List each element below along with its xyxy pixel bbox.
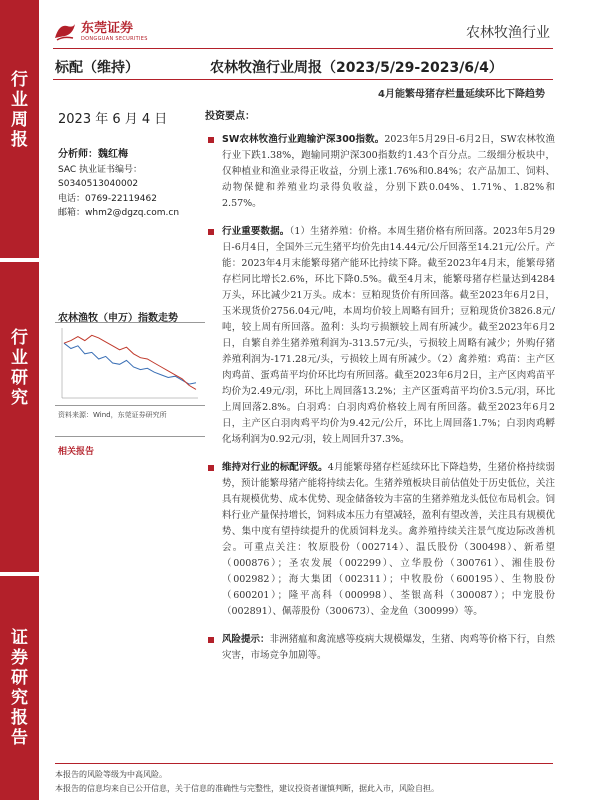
bullet-icon [208, 229, 214, 235]
paragraph-heading: 维持对行业的标配评级。 [222, 462, 328, 473]
license-label: SAC 执业证书编号： [58, 164, 143, 175]
divider [53, 48, 553, 49]
sidebar-char: 研 [11, 668, 28, 688]
sidebar-char: 券 [11, 648, 28, 668]
chart-source: 资料来源：Wind，东莞证券研究所 [58, 411, 167, 419]
sidebar-char: 周 [11, 110, 28, 130]
bullet-icon [208, 637, 214, 643]
divider [55, 763, 553, 764]
analyst-label: 分析师： [58, 149, 98, 160]
analyst-info [58, 148, 179, 221]
company-logo [53, 22, 148, 42]
paragraph-text: 2023年5月29日-6月2日，SW农林牧渔行业下跌1.38%，跑输同期沪深300指数约1.43个百分点。二级细分板块中，仅种植业和渔业录得正收益，分别上涨1.76%和0.84%；农产品加工、饲料、动物保健和养殖业均录得负收益，分别下跌0.04%、1.71%、1.82%和2.57%。 [222, 134, 555, 209]
divider [55, 405, 205, 406]
paragraph-risk [205, 632, 555, 664]
sidebar-char: 究 [11, 688, 28, 708]
sidebar-section-research [0, 262, 39, 572]
report-date: 2023 年 6 月 4 日 [58, 112, 168, 127]
paragraph-rating [205, 460, 555, 620]
paragraph-heading: 行业重要数据。 [222, 226, 290, 237]
paragraph-heading: SW农林牧渔行业跑输沪深300指数。 [222, 134, 385, 145]
analyst-email[interactable]: 邮箱：whm2@dgzq.com.cn [58, 208, 180, 218]
logo-text-en: DONGGUAN SECURITIES [81, 36, 148, 42]
sidebar-char: 行 [11, 328, 28, 348]
paragraph-text: （1）生猪养殖：价格。本周生猪价格有所回落。2023年5月29日-6月4日，全国外三元生猪平均价先由14.44元/公斤回落至14.21元/公斤。产能：2023年4月末能繁母猪产能环比持续下降。截至2023年4月末，能繁母猪存栏同比增长2.6%，环比下降0.5%。截至4月末，能繁母猪存栏量达到4284万头，环比减少21万头。成本：豆粕现货价有所回落。截至2023年6月2日，玉米现货价2756.04元/吨，本周均价较上周略有回升；豆粕现货价3826.8元/吨，较上周有所回落。盈利：头均亏损额较上周有所减少。截至2023年6月2日，自繁自养生猪养殖利润为-313.57元/头，亏损较上周略有减少；外购仔猪养殖利润为-171.28元/头，亏损较上周有所减少。（2）禽养殖：鸡苗：主产区肉鸡苗、蛋鸡苗平均价环比均有所回落。截至2023年6月2日，主产区肉鸡苗平均价为2.49元/羽，环比上周回落13.2%；主产区蛋鸡苗平均价3.5元/羽，环比上周回落2.8%。白羽鸡：白羽肉鸡价格较上周有所回落。截至2023年6月2日，主产区白羽肉鸡平均价为9.42元/公斤，环比上周回落1.7%；白羽肉鸡孵化场利润为0.92元/羽，较上周回升37.3%。 [222, 226, 555, 445]
paragraph-text: 4月能繁母猪存栏延续环比下降趋势，生猪价格持续弱势，预计能繁母猪产能将持续去化。生猪养殖板块目前估值处于历史低位，关注具有规模优势、成本优势、现金储备较为丰富的生猪养殖龙头低位布局机会。饲料行业产量保持增长，饲料成本压力有望减轻，盈利有望改善，关注具有规模优势、集中度有望持续提升的优质饲料龙头。禽养殖持续关注景气度边际改善机会。可重点关注：牧原股份（002714）、温氏股份（300498）、新希望（000876）；圣农发展（002299）、立华股份（300761）、湘佳股份（002982）；海大集团（002311）；中牧股份（600195）、生物股份（600201）；隆平高科（000998）、荃银高科（300087）；中宠股份（002891）、佩蒂股份（300673）、金龙鱼（300999）等。 [222, 462, 555, 617]
sidebar-char: 业 [11, 90, 28, 110]
footer-disclaimer [55, 768, 555, 796]
chart-series-line-1 [64, 335, 196, 389]
sidebar-char: 告 [11, 728, 28, 748]
license-number: S0340513040002 [58, 179, 139, 189]
chart-series-line-0 [64, 343, 196, 384]
paragraph-heading: 风险提示： [222, 634, 270, 645]
paragraph-performance [205, 132, 555, 212]
index-trend-chart [58, 324, 200, 402]
divider [55, 436, 205, 437]
sidebar-char: 业 [11, 348, 28, 368]
key-points-title: 投资要点： [205, 111, 255, 122]
sidebar [0, 0, 39, 800]
report-subtitle: 4月能繁母猪存栏量延续环比下降趋势 [378, 89, 545, 100]
sidebar-section-securities-report [0, 576, 39, 800]
logo-text-cn: 东莞证券 [81, 21, 134, 36]
report-title: 农林牧渔行业周报（2023/5/29-2023/6/4） [210, 60, 503, 76]
rating: 标配（维持） [55, 60, 139, 76]
sidebar-section-weekly [0, 0, 39, 258]
sidebar-char: 研 [11, 368, 28, 388]
main-content [205, 107, 555, 676]
footer-info-source: 本报告的信息均来自已公开信息，关于信息的准确性与完整性，建议投资者谨慎判断，据此入市，风险自担。 [55, 784, 439, 793]
divider [55, 322, 205, 323]
industry-label: 农林牧渔行业 [466, 25, 550, 41]
bullet-icon [208, 465, 214, 471]
analyst-phone: 电话：0769-22119462 [58, 193, 157, 204]
chart-title: 农林渔牧（申万）指数走势 [58, 313, 178, 324]
bullet-icon [208, 137, 214, 143]
logo-icon [53, 22, 77, 42]
sidebar-char: 证 [11, 628, 28, 648]
sidebar-char: 究 [11, 388, 28, 408]
sidebar-char: 报 [11, 130, 28, 150]
related-reports-label: 相关报告 [58, 447, 95, 457]
sidebar-char: 行 [11, 70, 28, 90]
footer-risk-level: 本报告的风险等级为中高风险。 [55, 770, 167, 779]
divider [53, 79, 553, 80]
paragraph-industry-data [205, 224, 555, 448]
paragraph-text: 非洲猪瘟和禽流感等疫病大规模爆发，生猪、肉鸡等价格下行，自然灾害，市场竞争加剧等。 [222, 634, 555, 661]
sidebar-char: 报 [11, 708, 28, 728]
analyst-name: 魏红梅 [98, 149, 128, 160]
